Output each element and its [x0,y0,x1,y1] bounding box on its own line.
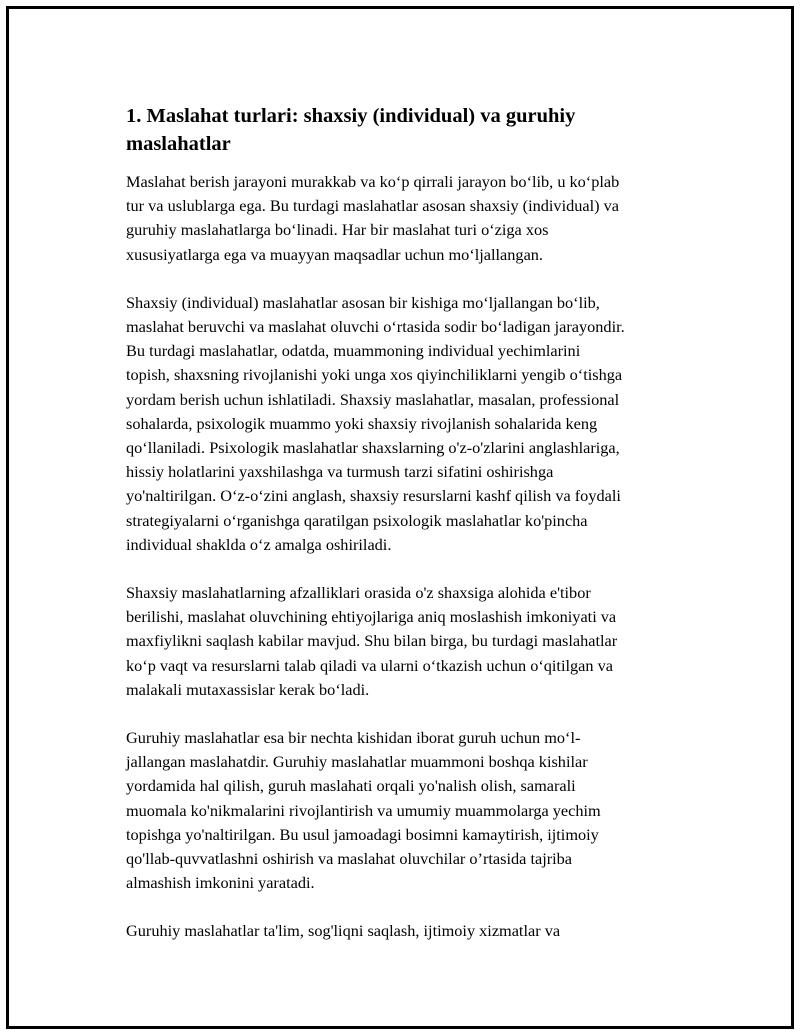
text-line: almashish imkonini yaratadi. [126,873,315,893]
text-line: Shaxsiy (individual) maslahatlar asosan bir kishiga mo‘ljallangan bo‘lib, [126,292,600,312]
text-line: Bu turdagi maslahatlar, odatda, muammoning individual yechimlarini [126,341,581,361]
text-line: yordamida hal qilish, guruh maslahati orqali yo'nalish olish, samarali [126,776,576,796]
document-body [126,102,694,968]
text-line: Guruhiy maslahatlar ta'lim, sog'liqni saqlash, ijtimoiy xizmatlar va [126,921,561,941]
section-title-line: maslahatlar [126,133,231,155]
paragraph-individual-counseling [126,291,694,557]
text-line: tur va uslublarga ega. Bu turdagi maslahatlar asosan shaxsiy (individual) va [126,196,619,216]
text-line: xususiyatlarga ega va muayyan maqsadlar uchun mo‘ljallangan. [126,244,544,264]
text-line: guruhiy maslahatlarga bo‘linadi. Har bir maslahat turi o‘ziga xos [126,220,549,240]
page-frame [6,6,794,1029]
text-line: berilishi, maslahat oluvchining ehtiyojlariga aniq moslashish imkoniyati va [126,607,617,627]
text-line: topishga yo'naltirilgan. Bu usul jamoadagi bosimni kamaytirish, ijtimoiy [126,824,599,844]
text-line: qo'llab-quvvatlashni oshirish va maslahat oluvchilar o’rtasida tajriba [126,849,573,869]
paragraph-group-applications [126,919,694,943]
text-line: yo'naltirilgan. O‘z-o‘zini anglash, shaxsiy resurslarni kashf qilish va foydali [126,486,621,506]
paragraph-individual-advantages [126,581,694,702]
text-line: qo‘llaniladi. Psixologik maslahatlar shaxslarning o'z-o'zlarini anglashlariga, [126,438,620,458]
text-line: sohalarda, psixologik muammo yoki shaxsiy rivojlanish sohalarida keng [126,413,598,433]
text-line: maslahat beruvchi va maslahat oluvchi o‘rtasida sodir bo‘ladigan jarayondir. [126,317,625,337]
text-line: strategiyalarni o‘rganishga qaratilgan psixologik maslahatlar ko'pincha [126,510,588,530]
text-line: maxfiylikni saqlash kabilar mavjud. Shu bilan birga, bu turdagi maslahatlar [126,631,618,651]
text-line: Maslahat berish jarayoni murakkab va ko‘p qirrali jarayon bo‘lib, u ko‘plab [126,172,620,191]
text-line: jallangan maslahatdir. Guruhiy maslahatlar muammoni boshqa kishilar [126,752,588,772]
paragraph-group-counseling [126,726,694,895]
text-line: hissiy holatlarini yaxshilashga va turmush tarzi sifatini oshirishga [126,462,554,482]
text-line: topish, shaxsning rivojlanishi yoki unga xos qiyinchiliklarni yengib o‘tishga [126,365,623,385]
paragraph-intro [126,170,694,267]
text-line: yordam berish uchun ishlatiladi. Shaxsiy maslahatlar, masalan, professional [126,389,620,409]
section-title-line: 1. Maslahat turlari: shaxsiy (individual) va guruhiy [126,105,576,127]
text-line: muomala ko'nikmalarini rivojlantirish va umumiy muammolarga yechim [126,800,601,820]
section-title [126,102,694,158]
text-line: malakali mutaxassislar kerak bo‘ladi. [126,679,370,699]
text-line: Guruhiy maslahatlar esa bir nechta kishidan iborat guruh uchun mo‘l- [126,728,581,748]
text-line: Shaxsiy maslahatlarning afzalliklari orasida o'z shaxsiga alohida e'tibor [126,583,591,603]
text-line: individual shaklda o‘z amalga oshiriladi. [126,534,392,554]
text-line: ko‘p vaqt va resurslarni talab qiladi va ularni o‘tkazish uchun o‘qitilgan va [126,655,613,675]
